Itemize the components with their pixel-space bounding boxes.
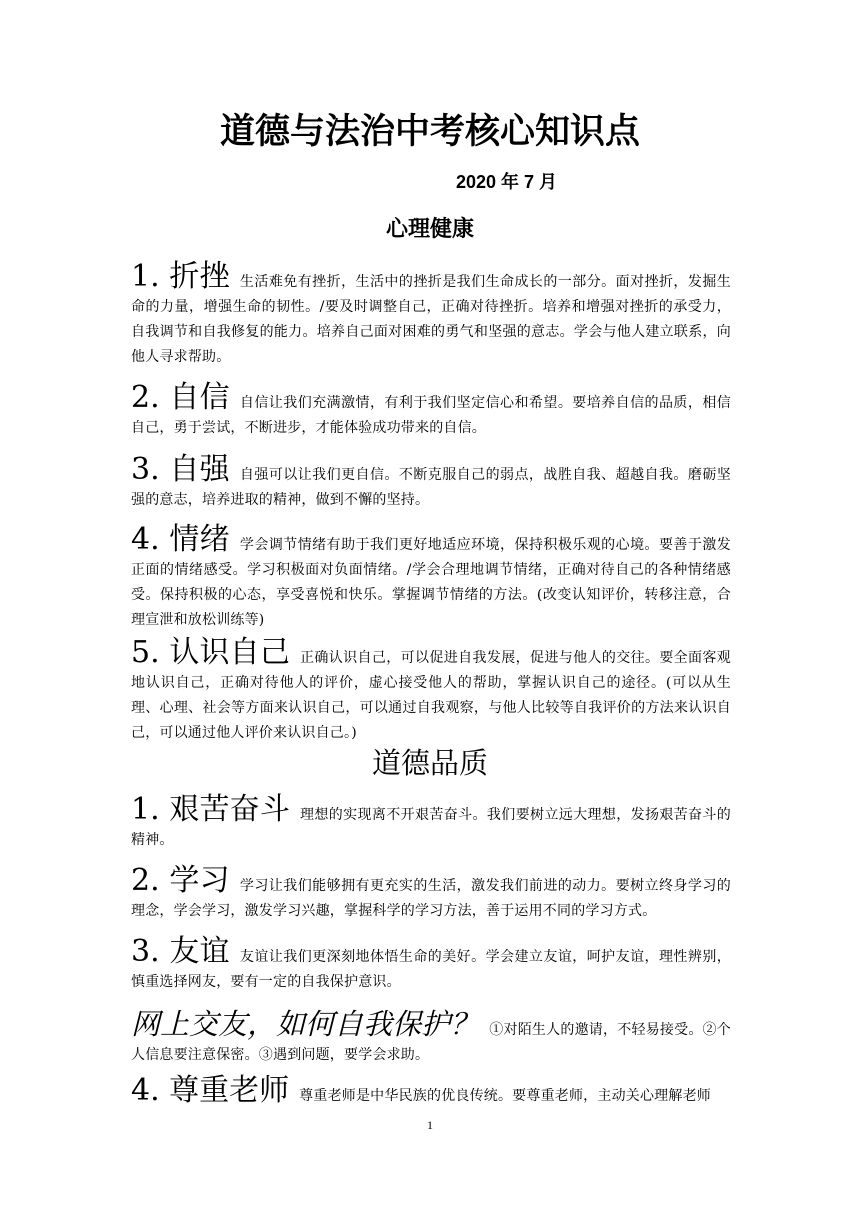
item-text: 自信让我们充满激情，有利于我们坚定信心和希望。要培养自信的品质，相信自己，勇于尝试，不断进步，才能体验成功带来的自信。 bbox=[131, 395, 731, 436]
item-text: 友谊让我们更深刻地体悟生命的美好。学会建立友谊，呵护友谊，理性辨别，慎重选择网友，要有一定的自我保护意识。 bbox=[131, 949, 731, 990]
item-text: 正确认识自己，可以促进自我发展，促进与他人的交往。要全面客观地认识自己，正确对待他人的评价，虚心接受他人的帮助，掌握认识自己的途径。(可以从生理、心理、社会等方面来认识自己，可以通过自我观察，与他人比较等自我评价的方法来认识自己，可以通过他人评价来认识自己。) bbox=[131, 650, 732, 741]
item-heading: 1. 艰苦奋斗 bbox=[131, 792, 291, 827]
knowledge-item bbox=[131, 522, 731, 633]
item-text: ①对陌生人的邀请，不轻易接受。②个人信息要注意保密。③遇到问题，要学会求助。 bbox=[131, 1022, 731, 1063]
item-text: 学习让我们能够拥有更充实的生活，激发我们前进的动力。要树立终身学习的理念，学会学习，激发学习兴趣，掌握科学的学习方法，善于运用不同的学习方式。 bbox=[131, 878, 731, 919]
knowledge-item bbox=[131, 635, 732, 746]
item-heading: 1. 折挫 bbox=[131, 259, 230, 294]
item-text: 理想的实现离不开艰苦奋斗。我们要树立远大理想，发扬艰苦奋斗的精神。 bbox=[131, 807, 732, 848]
item-text: 尊重老师是中华民族的优良传统。要尊重老师，主动关心理解老师 bbox=[299, 1088, 711, 1104]
item-text: 自强可以让我们更自信。不断克服自己的弱点，战胜自我、超越自我。磨砺坚强的意志，培养进取的精神，做到不懈的坚持。 bbox=[131, 467, 731, 508]
knowledge-item bbox=[131, 934, 731, 995]
item-text: 学会调节情绪有助于我们更好地适应环境，保持积极乐观的心境。要善于激发正面的情绪感受。学习积极面对负面情绪。/学会合理地调节情绪，正确对待自己的各种情绪感受。保持积极的心态，享受喜悦和快乐。掌握调节情绪的方法。(改变认知评价，转移注意，合理宣泄和放松训练等) bbox=[131, 537, 731, 628]
item-heading: 3. 友谊 bbox=[131, 934, 230, 969]
item-heading: 2. 学习 bbox=[131, 863, 230, 898]
item-heading: 3. 自强 bbox=[131, 452, 230, 487]
item-text: 生活难免有挫折，生活中的挫折是我们生命成长的一部分。面对挫折，发掘生命的力量，增强生命的韧性。/要及时调整自己，正确对待挫折。培养和增强对挫折的承受力， 自我调节和自我修复的能力。培养自己面对困难的勇气和坚强的意志。学会与他人建立联系，向他人寻求帮助。 bbox=[131, 274, 731, 365]
knowledge-item bbox=[131, 259, 731, 370]
knowledge-item bbox=[131, 1009, 731, 1068]
section-heading-moral-quality: 道德品质 bbox=[371, 746, 488, 780]
section-heading-mental-health: 心理健康 bbox=[385, 217, 474, 242]
document-date: 2020 年 7 月 bbox=[456, 172, 558, 192]
knowledge-item bbox=[131, 380, 731, 441]
item-heading: 网上交友，如何自我保护？ bbox=[131, 1007, 480, 1041]
item-heading: 4. 尊重老师 bbox=[131, 1073, 290, 1108]
knowledge-item bbox=[131, 452, 731, 513]
item-heading: 5. 认识自己 bbox=[131, 635, 291, 670]
document-title: 道德与法治中考核心知识点 bbox=[219, 112, 640, 152]
item-heading: 2. 自信 bbox=[131, 380, 230, 415]
item-heading: 4. 情绪 bbox=[131, 522, 230, 557]
page-number: 1 bbox=[427, 1118, 433, 1132]
knowledge-item bbox=[131, 792, 732, 853]
knowledge-item bbox=[131, 863, 731, 924]
knowledge-item bbox=[131, 1073, 731, 1109]
